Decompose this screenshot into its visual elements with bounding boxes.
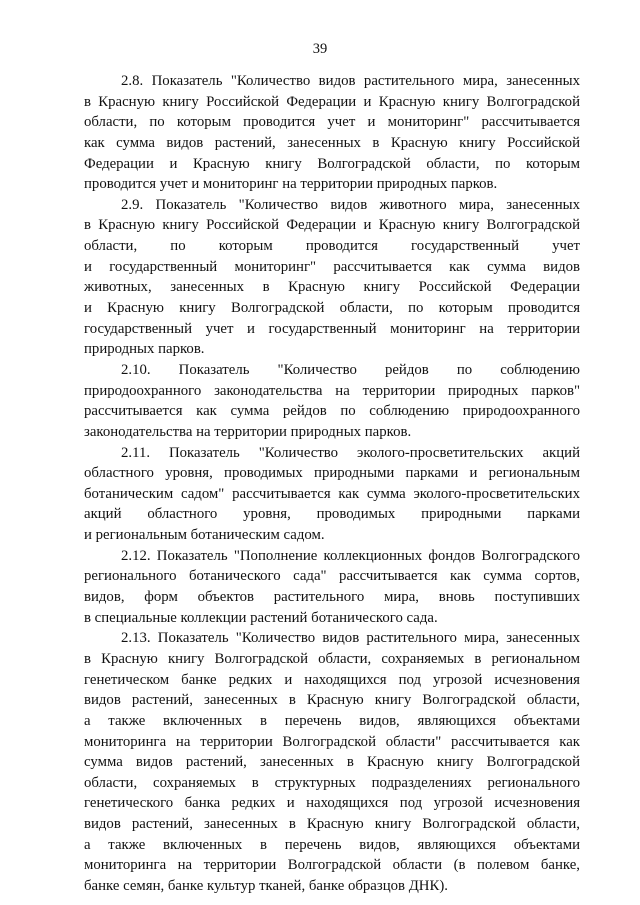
text-line: в Красную книгу Волгоградской области, сохраняемых в региональном xyxy=(84,650,580,667)
text-line: регионального ботанического сада" рассчитывается как сумма сортов, xyxy=(84,568,580,585)
text-line: видов растений, занесенных в Красную книгу Волгоградской области, xyxy=(84,692,580,709)
text-line: мониторинга на территории Волгоградской области (в полевом банке, xyxy=(84,857,580,874)
text-line: 2.13. Показатель "Количество видов растительного мира, занесенных xyxy=(121,630,580,647)
text-line: а также включенных в перечень видов, являющихся объектами xyxy=(84,836,580,853)
text-line: 2.12. Показатель "Пополнение коллекционных фондов Волгоградского xyxy=(121,547,580,564)
text-line: 2.8. Показатель "Количество видов растительного мира, занесенных xyxy=(121,73,580,89)
text-line: государственный учет и государственный мониторинг на территории xyxy=(84,320,580,337)
paragraph-2-8 xyxy=(84,71,580,195)
text-line: в Красную книгу Российской Федерации и Красную книгу Волгоградской xyxy=(84,217,580,234)
document-body xyxy=(84,71,580,897)
text-line: законодательства на территории природных парков. xyxy=(84,423,412,440)
text-line: Федерации и Красную книгу Волгоградской области, по которым xyxy=(84,155,580,172)
text-line: и региональным ботаническим садом. xyxy=(84,527,325,544)
text-line: проводится учет и мониторинг на территории природных парков. xyxy=(84,176,498,193)
text-line: как сумма видов растений, занесенных в Красную книгу Российской xyxy=(84,134,580,151)
text-line: банке семян, банке культур тканей, банке образцов ДНК). xyxy=(84,877,448,894)
text-line: акций областного уровня, проводимых природными парками xyxy=(84,506,580,523)
text-line: и государственный мониторинг" рассчитывается как сумма видов xyxy=(84,258,580,275)
text-line: ботаническим садом" рассчитывается как сумма эколого-просветительских xyxy=(84,485,580,502)
text-line: областного уровня, проводимых природными парками и региональным xyxy=(84,465,580,482)
text-line: рассчитывается как сумма рейдов по соблюдению природоохранного xyxy=(84,403,580,420)
text-line: и Красную книгу Волгоградской области, по которым проводится xyxy=(84,300,580,317)
text-line: видов, форм объектов растительного мира, вновь поступивших xyxy=(84,589,580,606)
text-line: 2.9. Показатель "Количество видов животного мира, занесенных xyxy=(121,196,580,213)
page-number: 39 xyxy=(312,41,328,57)
paragraph-2-11 xyxy=(84,443,580,546)
paragraph-2-13 xyxy=(84,628,580,896)
text-line: а также включенных в перечень видов, являющихся объектами xyxy=(84,712,580,729)
text-line: мониторинга на территории Волгоградской области" рассчитывается как xyxy=(84,733,580,750)
paragraph-2-9 xyxy=(84,195,580,360)
text-line: генетическом банке редких и находящихся под угрозой исчезновения xyxy=(84,671,580,688)
text-line: генетического банка редких и находящихся под угрозой исчезновения xyxy=(84,795,580,812)
text-line: области, по которым проводится учет и мониторинг" рассчитывается xyxy=(84,114,580,131)
text-line: в специальные коллекции растений ботанического сада. xyxy=(84,609,438,626)
text-line: сумма видов растений, занесенных в Красную книгу Волгоградской xyxy=(84,754,580,771)
text-line: видов растений, занесенных в Красную книгу Волгоградской области, xyxy=(84,816,580,833)
paragraph-2-10 xyxy=(84,360,580,443)
text-line: в Красную книгу Российской Федерации и Красную книгу Волгоградской xyxy=(84,93,580,110)
paragraph-2-12 xyxy=(84,546,580,629)
text-line: области, по которым проводится государственный учет xyxy=(84,238,580,255)
text-line: 2.11. Показатель "Количество эколого-просветительских акций xyxy=(121,444,580,461)
text-line: 2.10. Показатель "Количество рейдов по соблюдению xyxy=(121,361,580,378)
text-line: области, сохраняемых в структурных подразделениях регионального xyxy=(84,774,580,791)
text-line: природных парков. xyxy=(84,341,205,358)
text-line: животных, занесенных в Красную книгу Российской Федерации xyxy=(84,279,580,296)
text-line: природоохранного законодательства на территории природных парков" xyxy=(84,382,580,399)
